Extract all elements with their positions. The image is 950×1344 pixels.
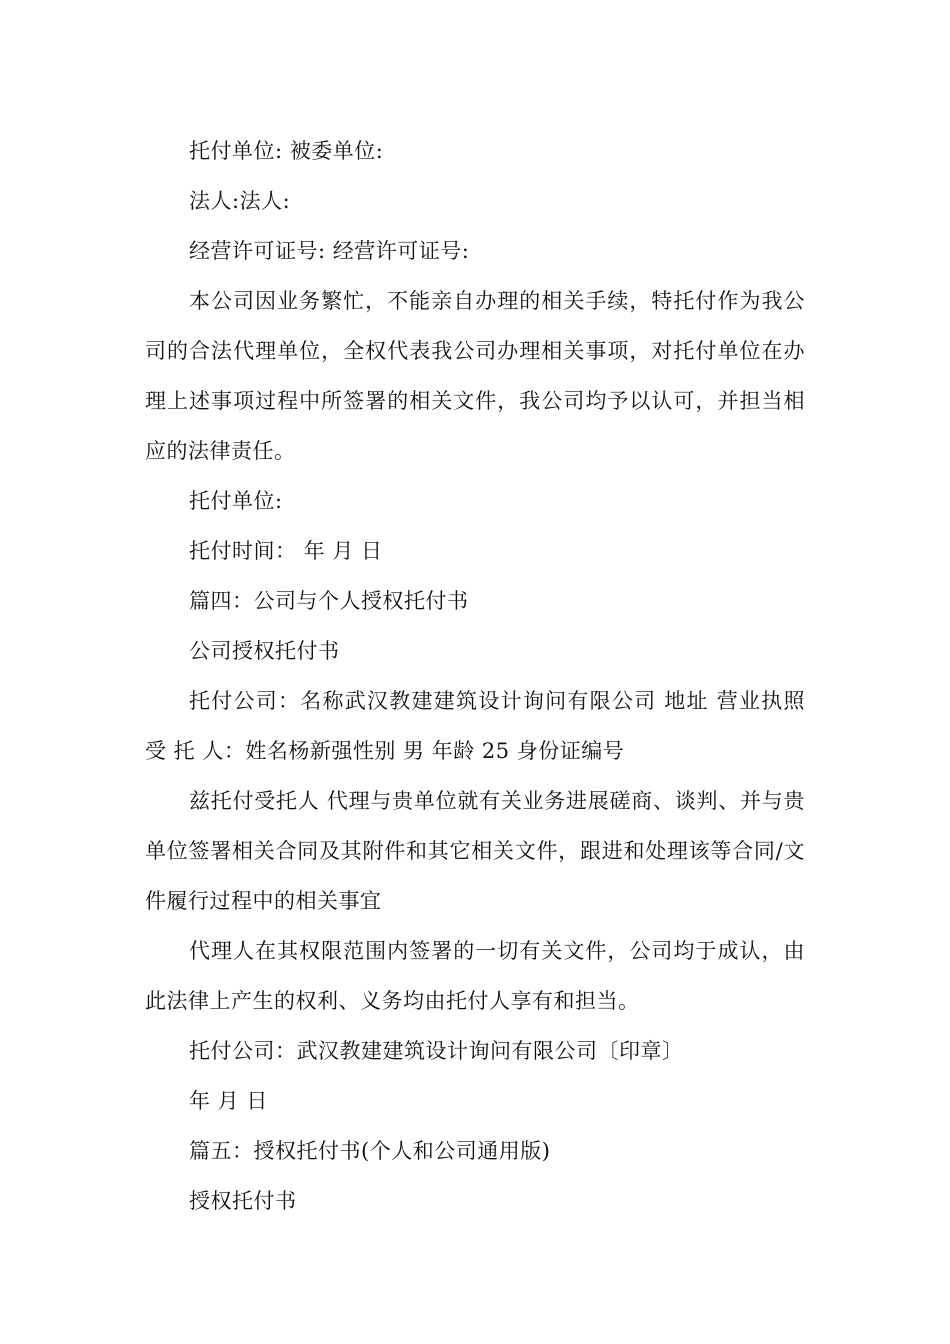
paragraph-entrustment-scope: 兹托付受托人 代理与贵单位就有关业务进展磋商、谈判、并与贵单位签署相关合同及其附件和其它相关文件，跟进和处理该等合同/文件履行过程中的相关事宜 — [145, 789, 805, 913]
paragraph-agent-authority: 代理人在其权限范围内签署的一切有关文件，公司均于成认，由此法律上产生的权利、义务均由托付人享有和担当。 — [145, 939, 805, 1013]
document-title-authorization-letter: 授权托付书 — [189, 1189, 297, 1213]
paragraph-entrusting-unit-line: 托付单位: 被委单位: — [189, 139, 384, 163]
paragraph-company-and-trustee-info: 托付公司：名称武汉教建建筑设计询问有限公司 地址 营业执照受 托 人：姓名杨新强性别 男 年龄 25 身份证编号 — [145, 689, 805, 763]
section-heading-part-five: 篇五：授权托付书(个人和公司通用版) — [189, 1139, 551, 1163]
section-heading-part-four: 篇四：公司与个人授权托付书 — [189, 589, 469, 613]
paragraph-license-number-line: 经营许可证号: 经营许可证号: — [189, 239, 470, 263]
paragraph-entrusting-company-seal: 托付公司：武汉教建建筑设计询问有限公司〔印章〕 — [189, 1039, 684, 1063]
paragraph-authorization-body: 本公司因业务繁忙，不能亲自办理的相关手续，特托付作为我公司的合法代理单位，全权代表我公司办理相关事项，对托付单位在办理上述事项过程中所签署的相关文件，我公司均予以认可，并担当相应的法律责任。 — [145, 289, 805, 463]
document-title-company-authorization: 公司授权托付书 — [189, 639, 340, 663]
document-body — [145, 126, 805, 1226]
paragraph-entrust-date: 托付时间： 年 月 日 — [189, 539, 383, 563]
paragraph-date-line: 年 月 日 — [189, 1089, 268, 1113]
paragraph-legal-person-line: 法人:法人: — [189, 189, 291, 213]
paragraph-entrusting-unit-signature: 托付单位: — [189, 489, 283, 513]
